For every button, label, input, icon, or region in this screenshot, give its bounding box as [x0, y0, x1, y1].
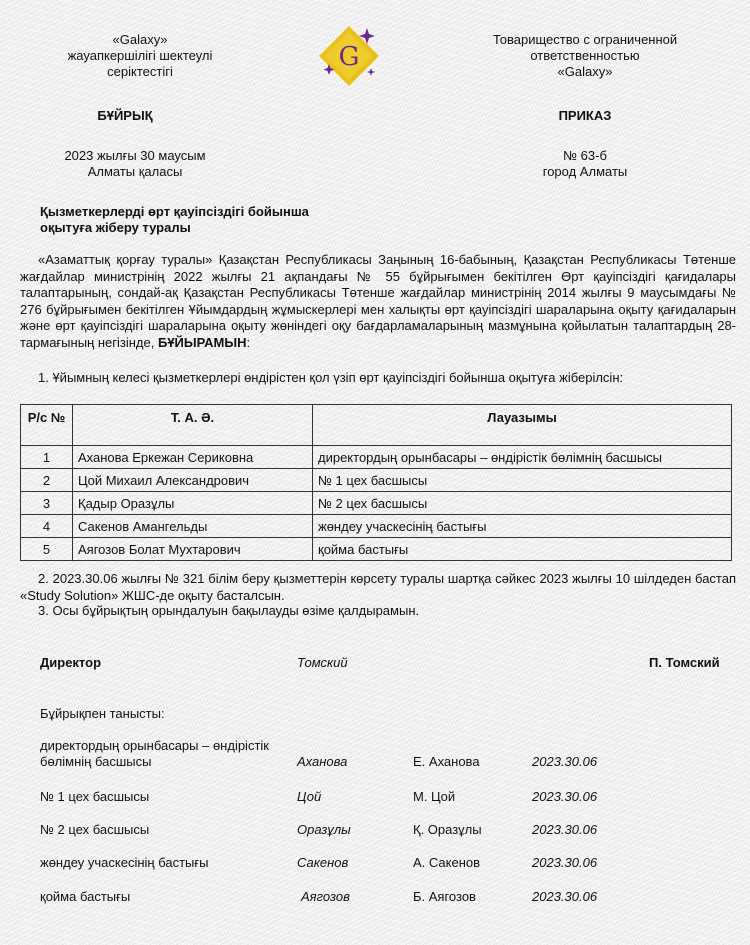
row-name: Сакенов Амангельды: [73, 515, 313, 538]
director-label: Директор: [40, 655, 102, 670]
ack-date: 2023.30.06: [532, 889, 598, 904]
table-row: [21, 492, 732, 515]
order-number-block: [480, 148, 690, 180]
logo-diamond-icon: [317, 24, 381, 88]
intro-end: :: [246, 334, 251, 350]
ack-signature: Цой: [297, 789, 322, 804]
ack-name: Е. Аханова: [413, 754, 480, 769]
order-title-kz: БҰЙРЫҚ: [97, 108, 153, 123]
table-row: [21, 446, 732, 469]
ack-date: 2023.30.06: [532, 754, 598, 769]
company-name-ru-line: Товарищество с ограниченной: [492, 32, 678, 47]
row-name: Аягозов Болат Мухтарович: [73, 538, 313, 561]
table-row: [21, 515, 732, 538]
row-num: 3: [21, 492, 73, 515]
ack-name: Қ. Оразұлы: [413, 822, 482, 837]
ack-position: жөндеу учаскесінің бастығы: [40, 855, 209, 870]
logo-letter: G: [338, 42, 360, 72]
ack-signature: Аягозов: [301, 889, 350, 904]
ack-signature: Сакенов: [297, 855, 349, 870]
director-signature: Томский: [297, 655, 348, 670]
row-position: № 1 цех басшысы: [313, 469, 732, 492]
header-position: Лауазымы: [313, 405, 732, 446]
order-city-kz: Алматы қаласы: [87, 164, 183, 179]
order-number: № 63-б: [563, 148, 607, 163]
order-date-kz: [35, 148, 235, 180]
subject-line: оқытуға жіберу туралы: [40, 220, 191, 235]
item-1-paragraph: 1. Ұйымның келесі қызметкерлері өндірістен қол үзіп өрт қауіпсіздігі бойынша оқытуға жіберілсін:: [38, 370, 624, 385]
ack-position: № 2 цех басшысы: [40, 822, 150, 837]
row-position: қойма бастығы: [313, 538, 732, 561]
row-name: Қадыр Оразұлы: [73, 492, 313, 515]
row-name: Цой Михаил Александрович: [73, 469, 313, 492]
row-position: жөндеу учаскесінің бастығы: [313, 515, 732, 538]
company-name-kz-line: серіктестігі: [107, 64, 173, 79]
ack-position: директордың орынбасары – өндірістік бөлімнің басшысы: [40, 738, 269, 769]
row-num: 4: [21, 515, 73, 538]
header-num: Р/с №: [21, 405, 73, 446]
row-name: Аханова Еркежан Сериковна: [73, 446, 313, 469]
item-2-paragraph: 2. 2023.30.06 жылғы № 321 білім беру қызметтерін көрсету туралы шартқа сәйкес 2023 жылғы 10 шілдеден бастап «Study Solution» ЖШС-де оқыту басталсын.: [20, 571, 736, 603]
ack-name: М. Цой: [413, 789, 456, 804]
ack-signature: Аханова: [297, 754, 348, 769]
order-title-ru: ПРИКАЗ: [558, 108, 612, 123]
company-logo: [317, 24, 381, 88]
company-name-ru: [470, 32, 700, 80]
ack-date: 2023.30.06: [532, 855, 598, 870]
ack-signature: Оразұлы: [297, 822, 351, 837]
ack-name: Б. Аягозов: [413, 889, 476, 904]
acknowledged-label: Бұйрықпен танысты:: [40, 706, 165, 721]
table-header-row: [21, 405, 732, 446]
ack-date: 2023.30.06: [532, 822, 598, 837]
company-name-kz: [35, 32, 245, 80]
table-row: [21, 469, 732, 492]
intro-decree-word: БҰЙЫРАМЫН: [157, 334, 247, 350]
row-position: директордың орынбасары – өндірістік бөлімнің басшысы: [313, 446, 732, 469]
row-num: 1: [21, 446, 73, 469]
order-subject: [40, 204, 360, 236]
row-num: 5: [21, 538, 73, 561]
ack-name: А. Сакенов: [413, 855, 481, 870]
staff-table: [20, 404, 732, 561]
ack-position: қойма бастығы: [40, 889, 131, 904]
header-name: Т. А. Ә.: [73, 405, 313, 446]
row-position: № 2 цех басшысы: [313, 492, 732, 515]
table-row: [21, 538, 732, 561]
item-3-paragraph: 3. Осы бұйрықтың орындалуын бақылауды өзіме қалдырамын.: [38, 603, 420, 618]
company-name-kz-line: «Galaxy»: [112, 32, 168, 47]
ack-position: № 1 цех басшысы: [40, 789, 150, 804]
subject-line: Қызметкерлерді өрт қауіпсіздігі бойынша: [40, 204, 309, 219]
ack-date: 2023.30.06: [532, 789, 598, 804]
director-name: П. Томский: [649, 655, 720, 670]
row-num: 2: [21, 469, 73, 492]
company-name-kz-line: жауапкершілігі шектеулі: [67, 48, 213, 63]
order-city-ru: город Алматы: [542, 164, 628, 179]
order-date: 2023 жылғы 30 маусым: [64, 148, 206, 163]
intro-text: «Азаматтық қорғау туралы» Қазақстан Республикасы Заңының 16-бабының, Қазақстан Республикасы Төтенше жағдайлар министрінің 2022 жылғы 21 ақпандағы № 55 бұйрығымен бекітілген Өрт қауіпсіздігі қағидалары талаптарының, сондай-ақ Қазақстан Республикасы Төтенше жағдайлар министрінің 2014 жылғы 9 маусымдағы № 276 бұйрығымен бекітілген Ұйымдардың жұмыскерлері мен халықты өрт қауіпсіздігі шараларына оқыту қағидаларын және өрт қауіпсіздігі шараларына оқыту жөніндегі оқу бағдарламаларының мазмұнына қойылатын талаптардың 28-тармағының негізінде,: [20, 252, 736, 350]
intro-paragraph: [20, 252, 736, 351]
company-name-ru-line: ответственностью: [530, 48, 640, 63]
company-name-ru-line: «Galaxy»: [557, 64, 613, 79]
